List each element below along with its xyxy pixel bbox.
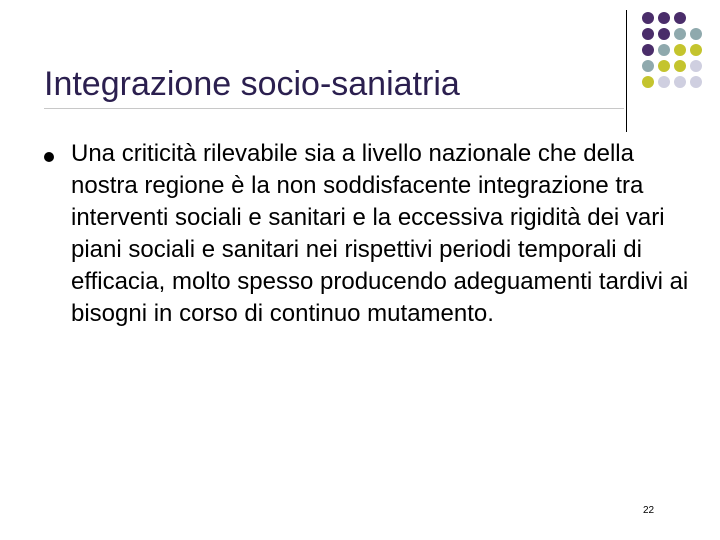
decorative-dot <box>690 76 702 88</box>
bullet-icon <box>44 152 54 162</box>
decorative-dot <box>658 76 670 88</box>
decorative-dot <box>674 60 686 72</box>
decorative-dot <box>690 60 702 72</box>
decorative-dot <box>642 12 654 24</box>
decorative-dot <box>658 12 670 24</box>
page-number: 22 <box>643 505 655 516</box>
decorative-dot <box>658 60 670 72</box>
decorative-dot <box>658 28 670 40</box>
bullet-paragraph: Una criticità rilevabile sia a livello nazionale che della nostra regione è la non soddisfacente integrazione tra interventi sociali e sanitari e la eccessiva rigidità dei vari piani sociali e sanitari nei rispettivi periodi temporali di efficacia, molto spesso producendo adeguamenti tardivi ai bisogni in corso di continuo mutamento. <box>71 140 689 327</box>
decorative-dot <box>642 60 654 72</box>
slide-title: Integrazione socio-saniatria <box>44 65 460 103</box>
decorative-dot <box>674 12 686 24</box>
decorative-dot <box>658 44 670 56</box>
decorative-dot <box>674 44 686 56</box>
decorative-dot <box>642 76 654 88</box>
decorative-dot <box>674 76 686 88</box>
decorative-dot <box>690 28 702 40</box>
title-underline <box>44 108 624 109</box>
decorative-dot <box>642 28 654 40</box>
decorative-dot <box>674 28 686 40</box>
decorative-vertical-line <box>626 10 627 132</box>
decorative-dot <box>690 44 702 56</box>
decorative-dot <box>642 44 654 56</box>
